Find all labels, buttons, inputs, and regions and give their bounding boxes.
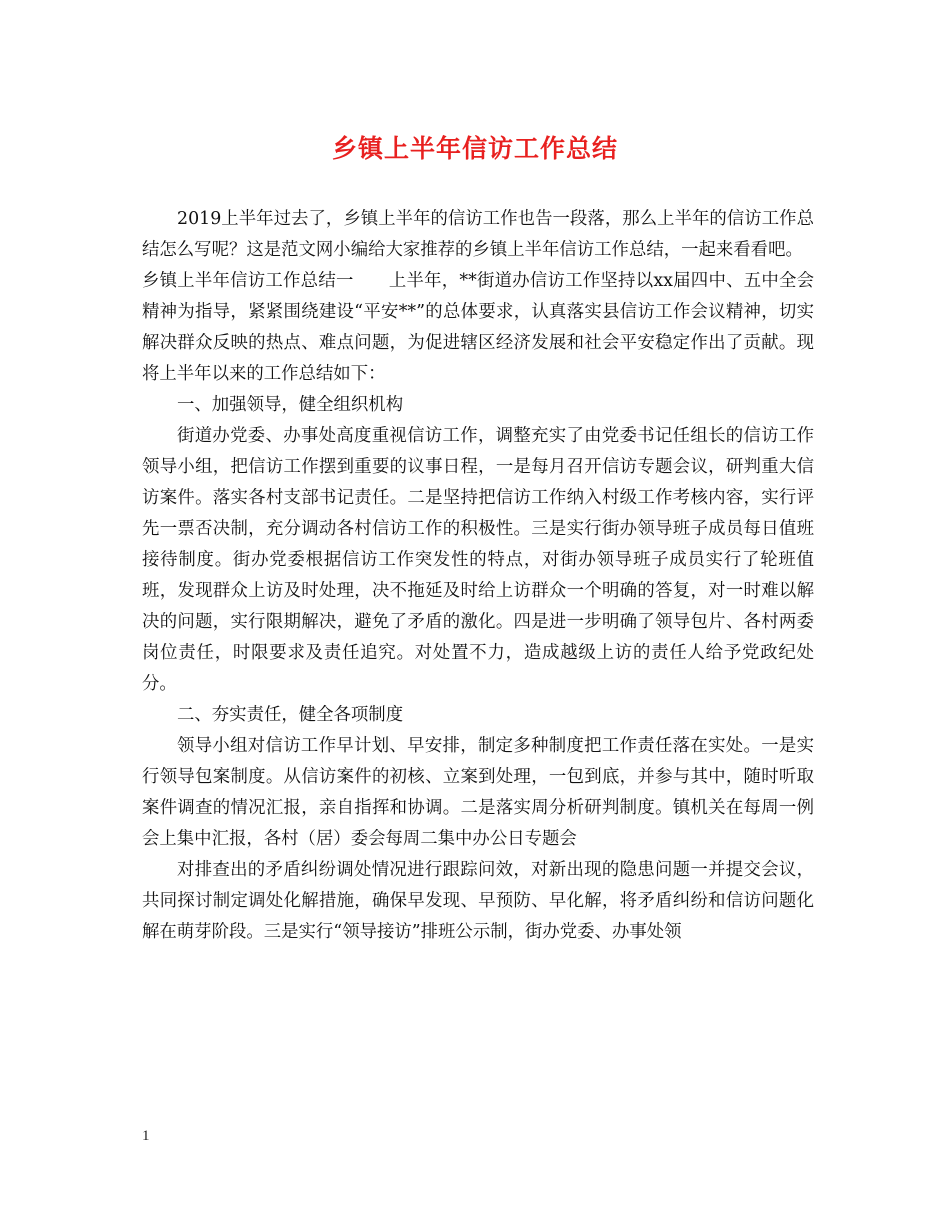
paragraph-section-1: 街道办党委、办事处高度重视信访工作，调整充实了由党委书记任组长的信访工作领导小组，把信访工作摆到重要的议事日程，一是每月召开信访专题会议，研判重大信访案件。落实各村支部书记责任。二是坚持把信访工作纳入村级工作考核内容，实行评先一票否决制，充分调动各村信访工作的积极性。三是实行街办领导班子成员每日值班接待制度。街办党委根据信访工作突发性的特点，对街办领导班子成员实行了轮班值班，发现群众上访及时处理，决不拖延及时给上访群众一个明确的答复，对一时难以解决的问题，实行限期解决，避免了矛盾的激化。四是进一步明确了领导包片、各村两委岗位责任，时限要求及责任追究。对处置不力，造成越级上访的责任人给予党政纪处分。 [142, 426, 814, 694]
paragraph-intro: 2019上半年过去了，乡镇上半年的信访工作也告一段落，那么上半年的信访工作总结怎么写呢？这是范文网小编给大家推荐的乡镇上半年信访工作总结，一起来看看吧。 [142, 209, 814, 260]
paragraph-summary-one: 乡镇上半年信访工作总结一 上半年，**街道办信访工作坚持以xx届四中、五中全会精神为指导，紧紧围绕建设“平安**”的总体要求，认真落实县信访工作会议精神，切实解决群众反映的热点、难点问题，为促进辖区经济发展和社会平安稳定作出了贡献。现将上半年以来的工作总结如下： [142, 271, 814, 384]
document-title: 乡镇上半年信访工作总结 [331, 134, 618, 163]
document-body [142, 204, 814, 948]
paragraph-section-2-cont: 对排查出的矛盾纠纷调处情况进行跟踪问效，对新出现的隐患问题一并提交会议，共同探讨制定调处化解措施，确保早发现、早预防、早化解，将矛盾纠纷和信访问题化解在萌芽阶段。三是实行“领导接访”排班公示制，街办党委、办事处领 [142, 860, 814, 942]
paragraph-section-2: 领导小组对信访工作早计划、早安排，制定多种制度把工作责任落在实处。一是实行领导包案制度。从信访案件的初核、立案到处理，一包到底，并参与其中，随时听取案件调查的情况汇报，亲自指挥和协调。二是落实周分析研判制度。镇机关在每周一例会上集中汇报，各村（居）委会每周二集中办公日专题会 [142, 736, 814, 849]
page-number: 1 [142, 1128, 150, 1144]
section-heading-2: 二、夯实责任，健全各项制度 [177, 705, 404, 725]
section-heading-1: 一、加强领导，健全组织机构 [177, 395, 404, 415]
